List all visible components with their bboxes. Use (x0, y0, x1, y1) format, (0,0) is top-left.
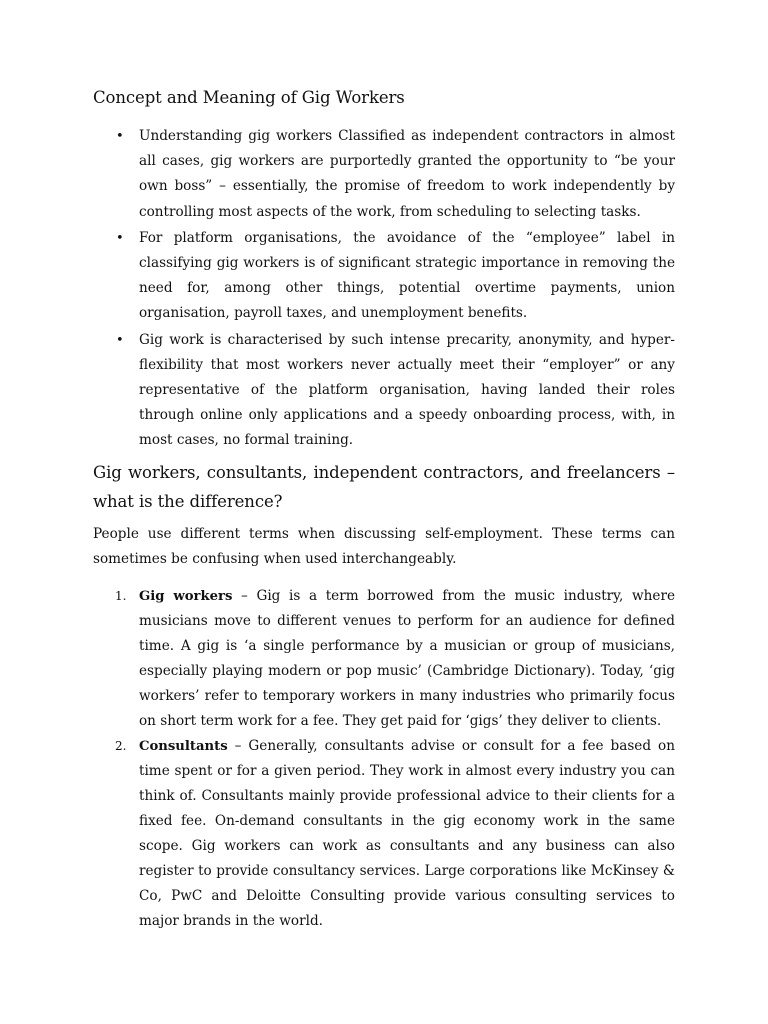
list-number: 1. (115, 588, 127, 603)
bullet-text: Understanding gig workers Classified as independent contractors in almost all cases, gig workers are purportedly granted the opportunity to “be your own boss” – essentially, the promise of freedom to work independently by controlling most aspects of the work, from scheduling to selecting tasks. (139, 128, 675, 220)
document-page (93, 84, 675, 934)
term-label: Consultants (139, 738, 228, 754)
bullet-text: For platform organisations, the avoidance of the “employee” label in classifying gig workers is of significant strategic importance in removing the need for, among other things, potential overtime payments, union organisation, payroll taxes, and unemployment benefits. (139, 229, 675, 322)
concept-bullet-list (93, 124, 675, 454)
list-item (93, 734, 675, 934)
intro-paragraph: People use different terms when discussing self-employment. These terms can sometimes be confusing when used interchangeably. (93, 525, 675, 567)
bullet-item (93, 124, 675, 225)
bullet-dot-icon: • (116, 332, 124, 348)
bullet-item (93, 226, 675, 327)
bullet-text: Gig work is characterised by such intense precarity, anonymity, and hyper-flexibility that most workers never actually meet their “employer” or any representative of the platform organisation, having landed their roles through online only applications and a speedy onboarding process, with, in most cases, no formal training. (139, 331, 675, 449)
terms-numbered-list (93, 584, 675, 934)
section-title-difference: Gig workers, consultants, independent contractors, and freelancers – what is the difference? (93, 462, 675, 511)
term-label: Gig workers (139, 588, 233, 604)
bullet-dot-icon: • (116, 129, 124, 144)
bullet-dot-icon: • (116, 230, 124, 246)
term-description: – Generally, consultants advise or consult for a fee based on time spent or for a given period. They work in almost every industry you can think of. Consultants mainly provide professional advice to their clients for a fixed fee. On-demand consultants in the gig economy work in the same scope. Gig workers can work as consultants and any business can also register to provide consultancy services. Large corporations like McKinsey & Co, PwC and Deloitte Consulting provide various consulting services to major brands in the world. (139, 737, 675, 929)
section-title-concept: Concept and Meaning of Gig Workers (93, 88, 405, 107)
bullet-item (93, 328, 675, 454)
list-item (93, 584, 675, 734)
list-number: 2. (115, 738, 127, 753)
term-description: – Gig is a term borrowed from the music industry, where musicians move to different venues to perform for an audience for defined time. A gig is ‘a single performance by a musician or group of musicians, especially playing modern or pop music’ (Cambridge Dictionary). Today, ‘gig workers’ refer to temporary workers in many industries who primarily focus on short term work for a fee. They get paid for ‘gigs’ they deliver to clients. (139, 587, 675, 729)
